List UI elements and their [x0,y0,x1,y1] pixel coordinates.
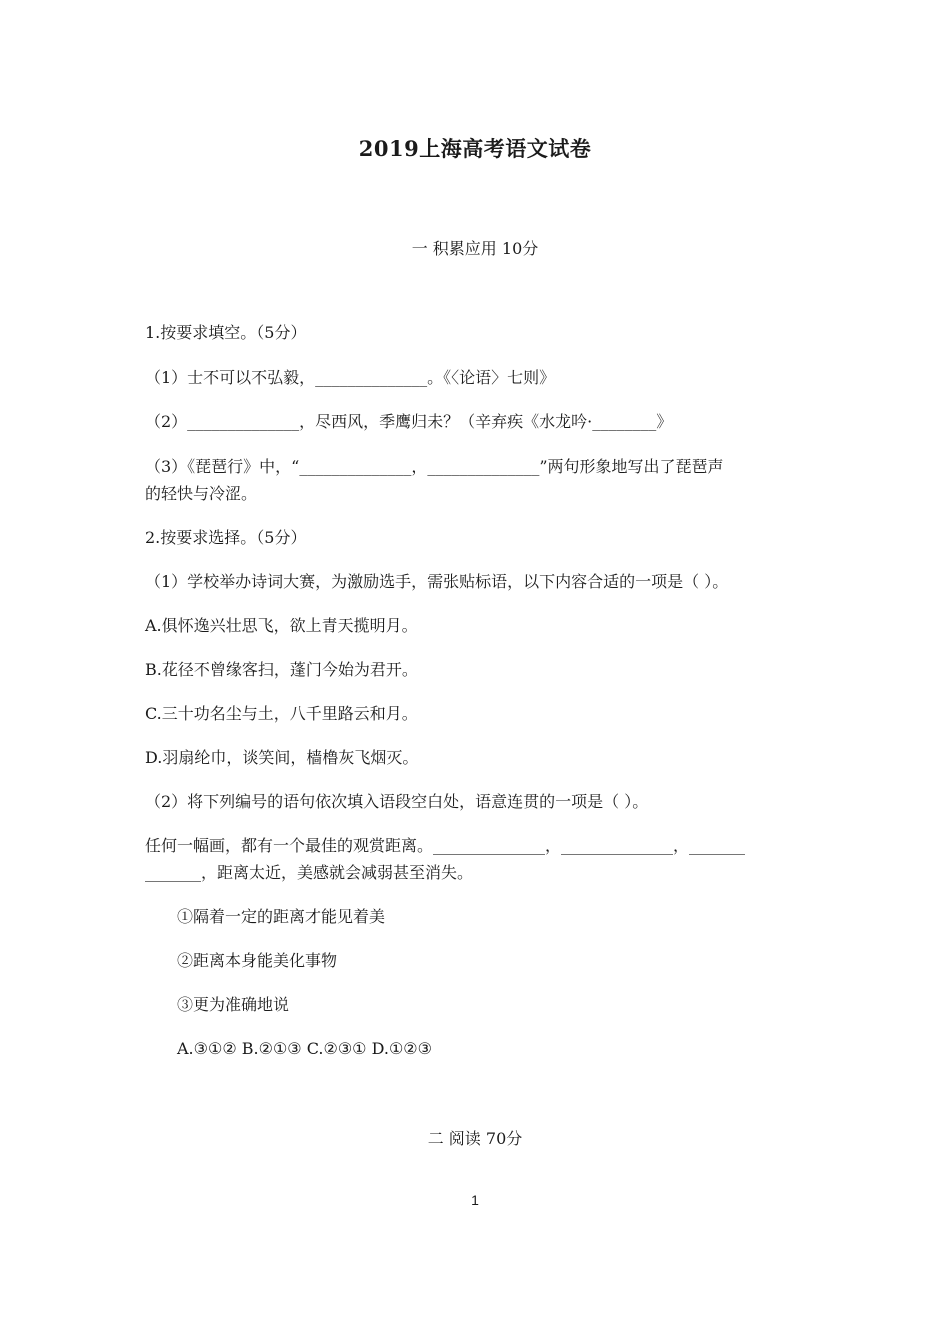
answer-choices: A.③①② B.②①③ C.②③① D.①②③ [177,1039,432,1058]
passage-line-1: 任何一幅画，都有一个最佳的观赏距离。______________，______________，_______ [145,836,746,855]
option-a: A.俱怀逸兴壮思飞，欲上青天揽明月。 [145,616,418,635]
section-heading-1: 一 积累应用 10分 [411,239,539,258]
question-1-part-1: （1）士不可以不弘毅，______________。《〈论语〉七则》 [145,368,556,387]
page-title: 2019上海高考语文试卷 [358,136,592,161]
question-2-stem: 2.按要求选择。（5分） [145,528,307,547]
option-d: D.羽扇纶巾，谈笑间，樯橹灰飞烟灭。 [145,748,419,767]
question-1-part-3-line-2: 的轻快与冷涩。 [145,484,258,503]
option-c: C.三十功名尘与土，八千里路云和月。 [145,704,418,723]
page-number: 1 [471,1192,479,1208]
list-item-3: ③更为准确地说 [177,995,290,1014]
passage-line-2: _______，距离太近，美感就会减弱甚至消失。 [145,863,474,882]
question-2-part-2-stem: （2）将下列编号的语句依次填入语段空白处，语意连贯的一项是（ ）。 [145,792,649,811]
question-2-part-1-stem: （1）学校举办诗词大赛，为激励选手，需张贴标语，以下内容合适的一项是（ ）。 [145,572,729,591]
question-1-part-2: （2）______________，尽西风，季鹰归未？（辛弃疾《水龙吟·________》 [145,412,673,431]
list-item-2: ②距离本身能美化事物 [177,951,338,970]
option-b: B.花径不曾缘客扫，蓬门今始为君开。 [145,660,418,679]
list-item-1: ①隔着一定的距离才能见着美 [177,907,386,926]
section-heading-2: 二 阅读 70分 [427,1129,523,1148]
question-1-part-3-line-1: （3）《琵琶行》中，“______________，______________”两句形象地写出了琵琶声 [145,457,724,476]
question-1-stem: 1.按要求填空。（5分） [145,323,307,342]
